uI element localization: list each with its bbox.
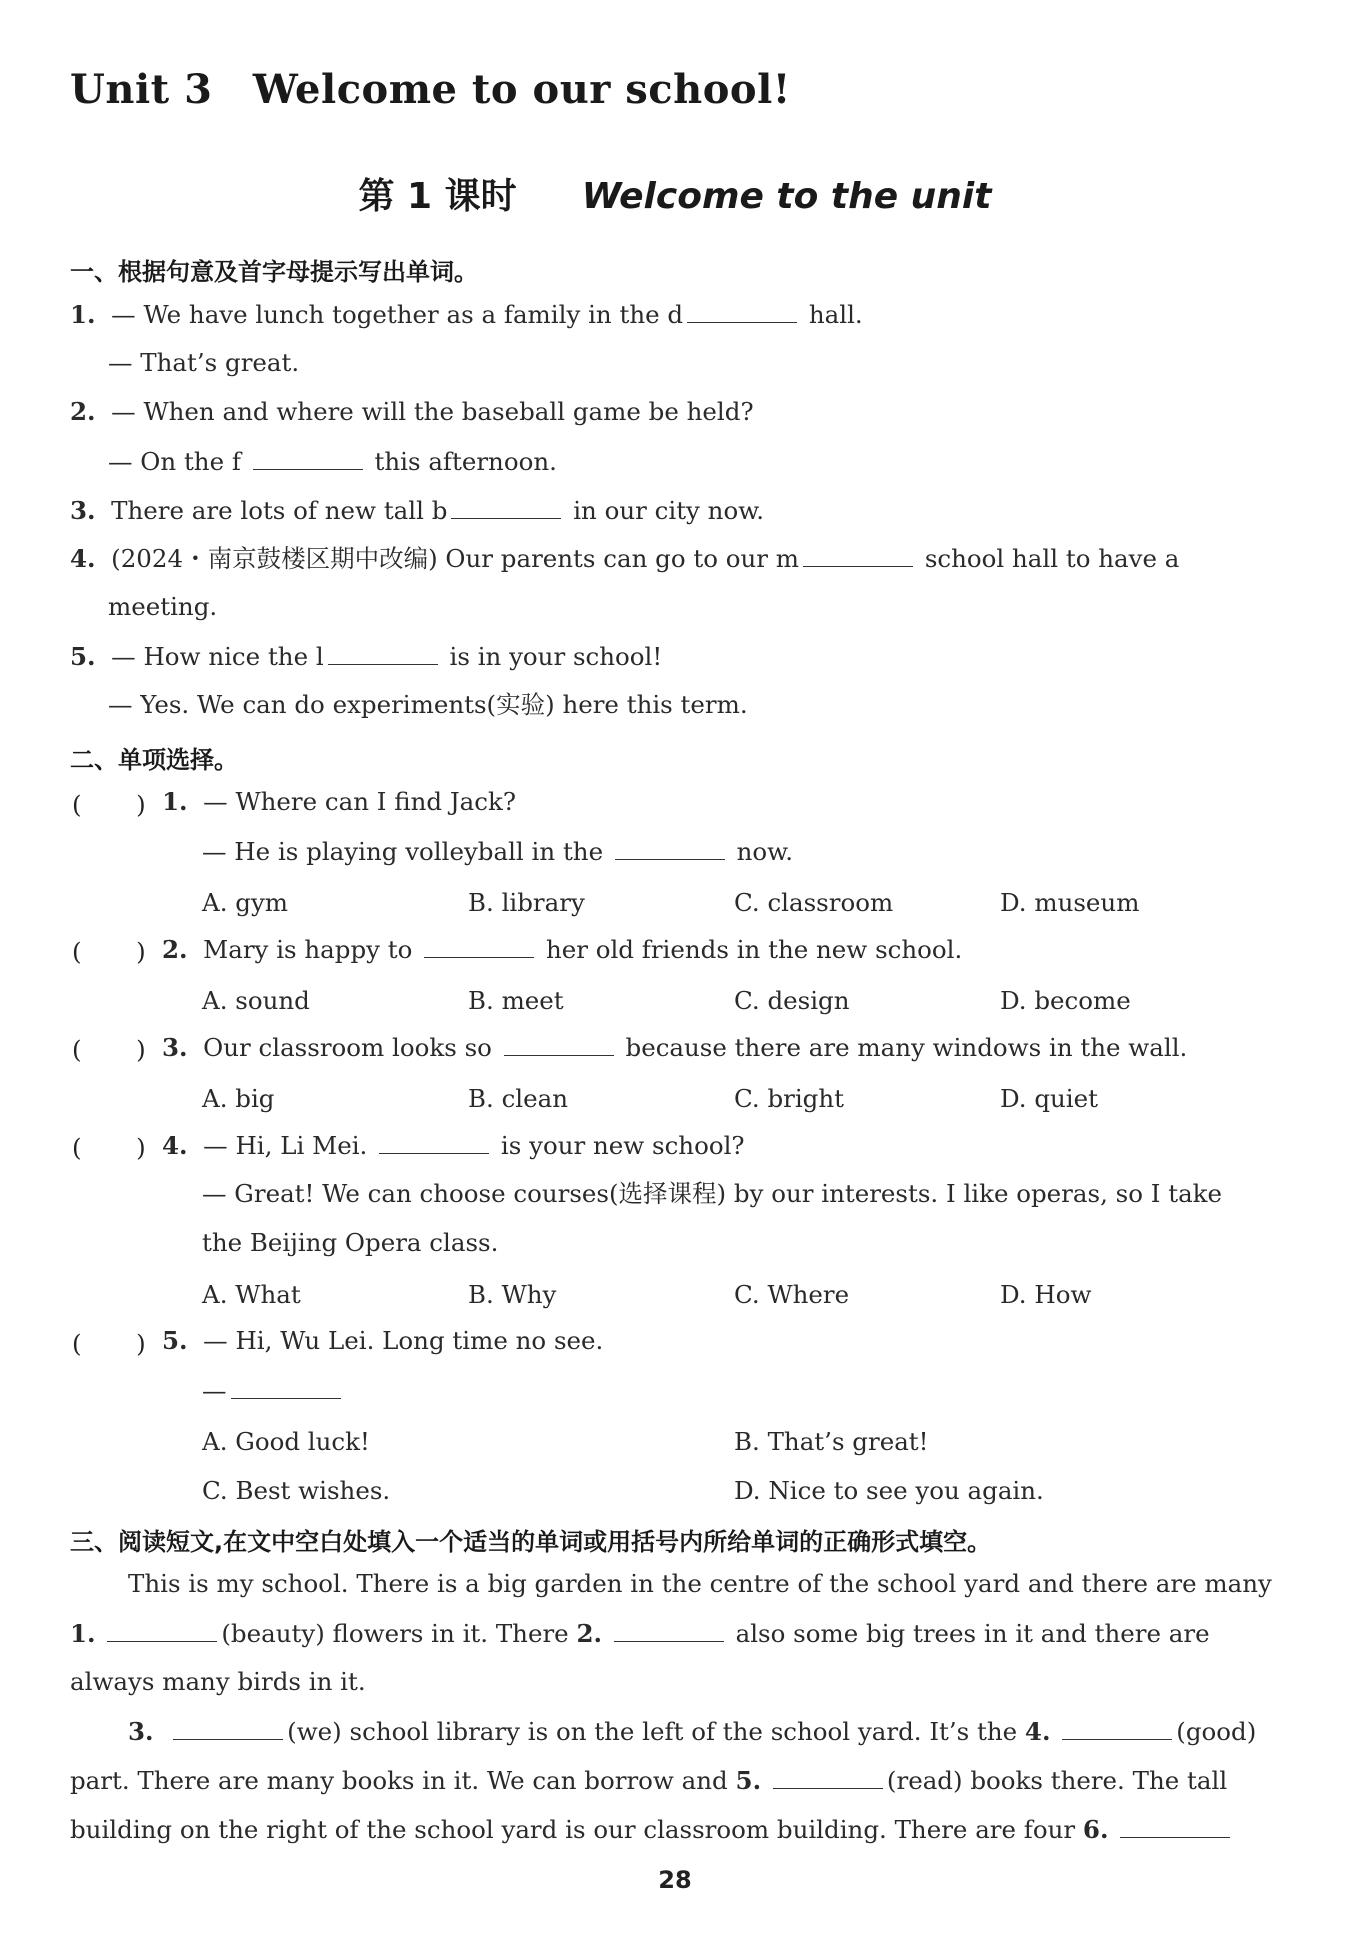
answer-blank[interactable] <box>773 1768 883 1789</box>
option-d[interactable]: D. quiet <box>1000 1084 1098 1113</box>
s2-q5-line2: — <box>202 1378 345 1404</box>
section3-heading: 三、阅读短文,在文中空白处填入一个适当的单词或用括号内所给单词的正确形式填空。 <box>70 1528 992 1556</box>
option-d[interactable]: D. Nice to see you again. <box>734 1476 1044 1505</box>
answer-blank[interactable] <box>687 302 797 323</box>
s1-q5-line2: — Yes. We can do experiments(实验) here this term. <box>108 690 748 719</box>
answer-blank[interactable] <box>107 1621 217 1642</box>
answer-blank[interactable] <box>328 644 438 665</box>
option-a[interactable]: A. What <box>202 1280 301 1309</box>
s1-q1-line2: — That’s great. <box>108 348 300 377</box>
answer-paren[interactable]: ( ) <box>72 1133 146 1162</box>
answer-paren[interactable]: ( ) <box>72 937 146 966</box>
s1-q3: 3. There are lots of new tall b in our city now. <box>70 496 765 525</box>
s1-q2-line1: 2. — When and where will the baseball game be held? <box>70 397 754 426</box>
answer-blank[interactable] <box>231 1378 341 1399</box>
option-d[interactable]: D. become <box>1000 986 1131 1015</box>
option-d[interactable]: D. How <box>1000 1280 1092 1309</box>
option-c[interactable]: C. bright <box>734 1084 844 1113</box>
s3-p1-line1: This is my school. There is a big garden in the centre of the school yard and there are many <box>128 1569 1272 1598</box>
s1-q4-line2: meeting. <box>108 592 218 621</box>
lesson-name: Welcome to the unit <box>581 176 992 217</box>
option-a[interactable]: A. big <box>202 1084 275 1113</box>
option-c[interactable]: C. design <box>734 986 850 1015</box>
option-a[interactable]: A. gym <box>202 888 289 917</box>
s1-q4-line1: 4. (2024・南京鼓楼区期中改编) Our parents can go to our m school hall to have a <box>70 544 1180 573</box>
s2-q1-line1: 1. — Where can I find Jack? <box>162 787 516 816</box>
section1-heading: 一、根据句意及首字母提示写出单词。 <box>70 258 478 286</box>
answer-blank[interactable] <box>253 449 363 470</box>
option-b[interactable]: B. meet <box>468 986 564 1015</box>
s1-q1-line1: 1. — We have lunch together as a family in the d hall. <box>70 300 863 329</box>
option-d[interactable]: D. museum <box>1000 888 1140 917</box>
answer-paren[interactable]: ( ) <box>72 790 146 819</box>
answer-blank[interactable] <box>424 937 534 958</box>
s2-q2: 2. Mary is happy to her old friends in the new school. <box>162 935 963 964</box>
answer-blank[interactable] <box>173 1719 283 1740</box>
answer-blank[interactable] <box>615 839 725 860</box>
answer-blank[interactable] <box>614 1621 724 1642</box>
s3-p2-line3: building on the right of the school yard is our classroom building. There are four 6. <box>70 1817 1234 1843</box>
lesson-title <box>0 168 1350 219</box>
answer-blank[interactable] <box>803 546 913 567</box>
answer-paren[interactable]: ( ) <box>72 1035 146 1064</box>
s1-q2-line2: — On the f this afternoon. <box>108 447 557 476</box>
option-a[interactable]: A. sound <box>202 986 310 1015</box>
s2-q4-line3: the Beijing Opera class. <box>202 1228 499 1257</box>
unit-title: Unit 3 Welcome to our school! <box>70 66 791 113</box>
s2-q1-line2: — He is playing volleyball in the now. <box>202 837 794 866</box>
s3-p2-line2: part. There are many books in it. We can borrow and 5. (read) books there. The tall <box>70 1766 1228 1795</box>
s3-p1-line3: always many birds in it. <box>70 1667 366 1696</box>
section2-heading: 二、单项选择。 <box>70 746 238 774</box>
s2-q3: 3. Our classroom looks so because there are many windows in the wall. <box>162 1033 1188 1062</box>
s1-q5-line1: 5. — How nice the l is in your school! <box>70 642 663 671</box>
answer-blank[interactable] <box>451 498 561 519</box>
option-c[interactable]: C. Best wishes. <box>202 1476 391 1505</box>
option-a[interactable]: A. Good luck! <box>202 1427 370 1456</box>
option-b[interactable]: B. Why <box>468 1280 557 1309</box>
answer-blank[interactable] <box>504 1035 614 1056</box>
answer-paren[interactable]: ( ) <box>72 1329 146 1358</box>
s3-p2-line1: 3. (we) school library is on the left of the school yard. It’s the 4. (good) <box>128 1717 1257 1746</box>
page-number: 28 <box>658 1866 692 1894</box>
answer-blank[interactable] <box>1120 1817 1230 1838</box>
option-c[interactable]: C. Where <box>734 1280 850 1309</box>
option-b[interactable]: B. library <box>468 888 585 917</box>
s3-p1-line2: 1. (beauty) flowers in it. There 2. also some big trees in it and there are <box>70 1619 1210 1648</box>
s2-q4-line2: — Great! We can choose courses(选择课程) by our interests. I like operas, so I take <box>202 1179 1223 1208</box>
answer-blank[interactable] <box>1062 1719 1172 1740</box>
s2-q4-line1: 4. — Hi, Li Mei. is your new school? <box>162 1131 745 1160</box>
answer-blank[interactable] <box>379 1133 489 1154</box>
s2-q5-line1: 5. — Hi, Wu Lei. Long time no see. <box>162 1326 604 1355</box>
option-b[interactable]: B. That’s great! <box>734 1427 929 1456</box>
option-b[interactable]: B. clean <box>468 1084 569 1113</box>
lesson-number: 第 1 课时 <box>358 176 517 217</box>
option-c[interactable]: C. classroom <box>734 888 894 917</box>
